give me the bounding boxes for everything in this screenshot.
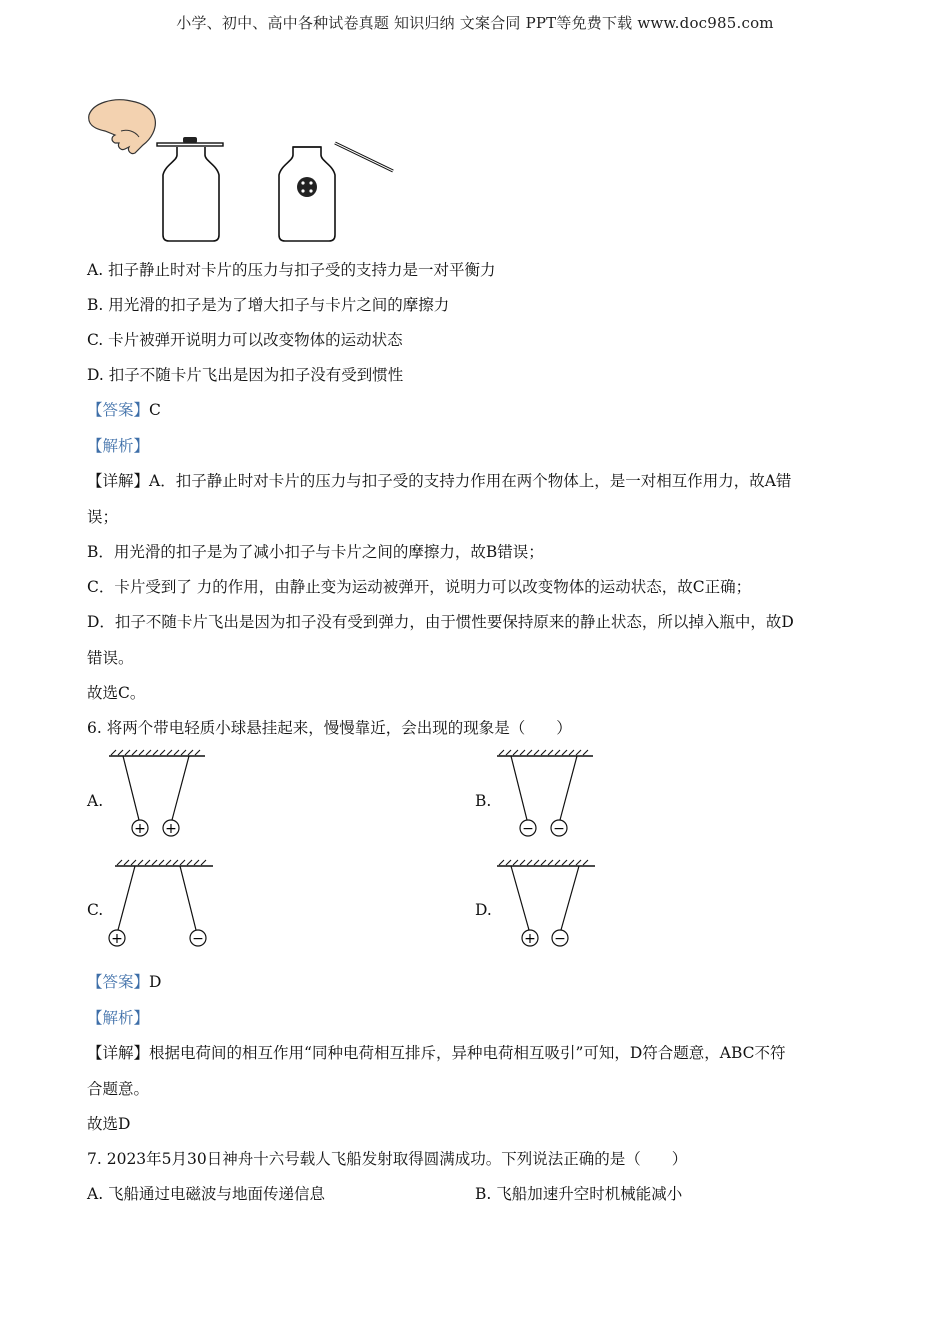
answer-value: C [149, 401, 161, 419]
card [157, 143, 223, 146]
detail-tag: 【详解】 [87, 472, 150, 490]
q5-detail-line-4: C．卡片受到了 力的作用，由静止变为运动被弹开，说明力可以改变物体的运动状态，故C正确； [87, 578, 752, 596]
analysis-tag: 【解析】 [87, 437, 150, 455]
q5-conclusion: 故选C。 [87, 684, 146, 702]
charge-plus: + [111, 931, 123, 947]
q5-option-a: A. 扣子静止时对卡片的压力与扣子受的支持力是一对平衡力 [87, 261, 496, 279]
q5-analysis [87, 436, 149, 456]
q6-figure-d [493, 858, 603, 953]
answer-tag: 【答案】 [87, 401, 150, 419]
q5-detail-line-5: D．扣子不随卡片飞出是因为扣子没有受到弹力，由于惯性要保持原来的静止状态，所以掉入瓶中，故D [87, 613, 794, 631]
q6-analysis [87, 1008, 149, 1028]
q5-option-b: B. 用光滑的扣子是为了增大扣子与卡片之间的摩擦力 [87, 296, 450, 314]
q5-detail-line-6: 错误。 [87, 649, 134, 667]
q5-answer [87, 400, 161, 420]
q7-option-b: B. 飞船加速升空时机械能减小 [475, 1185, 683, 1203]
charge-plus: + [524, 931, 536, 947]
q6-conclusion: 故选D [87, 1115, 131, 1133]
charge-plus: + [165, 821, 177, 837]
charge-minus: − [553, 821, 565, 837]
q6-option-b-label: B. [475, 792, 492, 810]
q6-figure-c [105, 858, 225, 953]
charge-plus: + [134, 821, 146, 837]
q6-detail-line-1: 【详解】根据电荷间的相互作用“同种电荷相互排斥，异种电荷相互吸引”可知，D符合题意，ABC不符 [87, 1044, 786, 1062]
q5-figure [85, 95, 405, 245]
q6-answer [87, 972, 161, 992]
detail-tag: 【详解】 [87, 1044, 150, 1062]
charge-minus: − [192, 931, 204, 947]
q6-question: 6. 将两个带电轻质小球悬挂起来，慢慢靠近，会出现的现象是（ ） [87, 719, 572, 737]
button-on-card [183, 137, 197, 143]
q5-detail-line-3: B．用光滑的扣子是为了减小扣子与卡片之间的摩擦力，故B错误； [87, 543, 544, 561]
hand-illustration [89, 100, 156, 154]
q6-figure-b [493, 748, 603, 843]
q6-detail-line-2: 合题意。 [87, 1080, 150, 1098]
bottle-left [163, 147, 219, 241]
button-in-bottle [297, 177, 317, 197]
q7-option-a: A. 飞船通过电磁波与地面传递信息 [87, 1185, 326, 1203]
charge-minus: − [554, 931, 566, 947]
q5-detail-line-1: 【详解】A．扣子静止时对卡片的压力与扣子受的支持力作用在两个物体上，是一对相互作用力，故A错 [87, 472, 792, 490]
answer-tag: 【答案】 [87, 973, 150, 991]
q6-figure-a [105, 748, 215, 843]
answer-value: D [149, 973, 162, 991]
q6-option-d-label: D. [475, 901, 492, 919]
q6-option-c-label: C. [87, 901, 104, 919]
q5-option-c: C. 卡片被弹开说明力可以改变物体的运动状态 [87, 331, 403, 349]
analysis-tag: 【解析】 [87, 1009, 150, 1027]
q7-question: 7. 2023年5月30日神舟十六号载人飞船发射取得圆满成功。下列说法正确的是（ ） [87, 1150, 688, 1168]
q6-option-a-label: A. [87, 792, 104, 810]
charge-minus: − [522, 821, 534, 837]
page-header: 小学、初中、高中各种试卷真题 知识归纳 文案合同 PPT等免费下载 www.doc985.com [176, 14, 774, 32]
q5-option-d: D. 扣子不随卡片飞出是因为扣子没有受到惯性 [87, 366, 404, 384]
q5-detail-line-2: 误； [87, 508, 119, 526]
